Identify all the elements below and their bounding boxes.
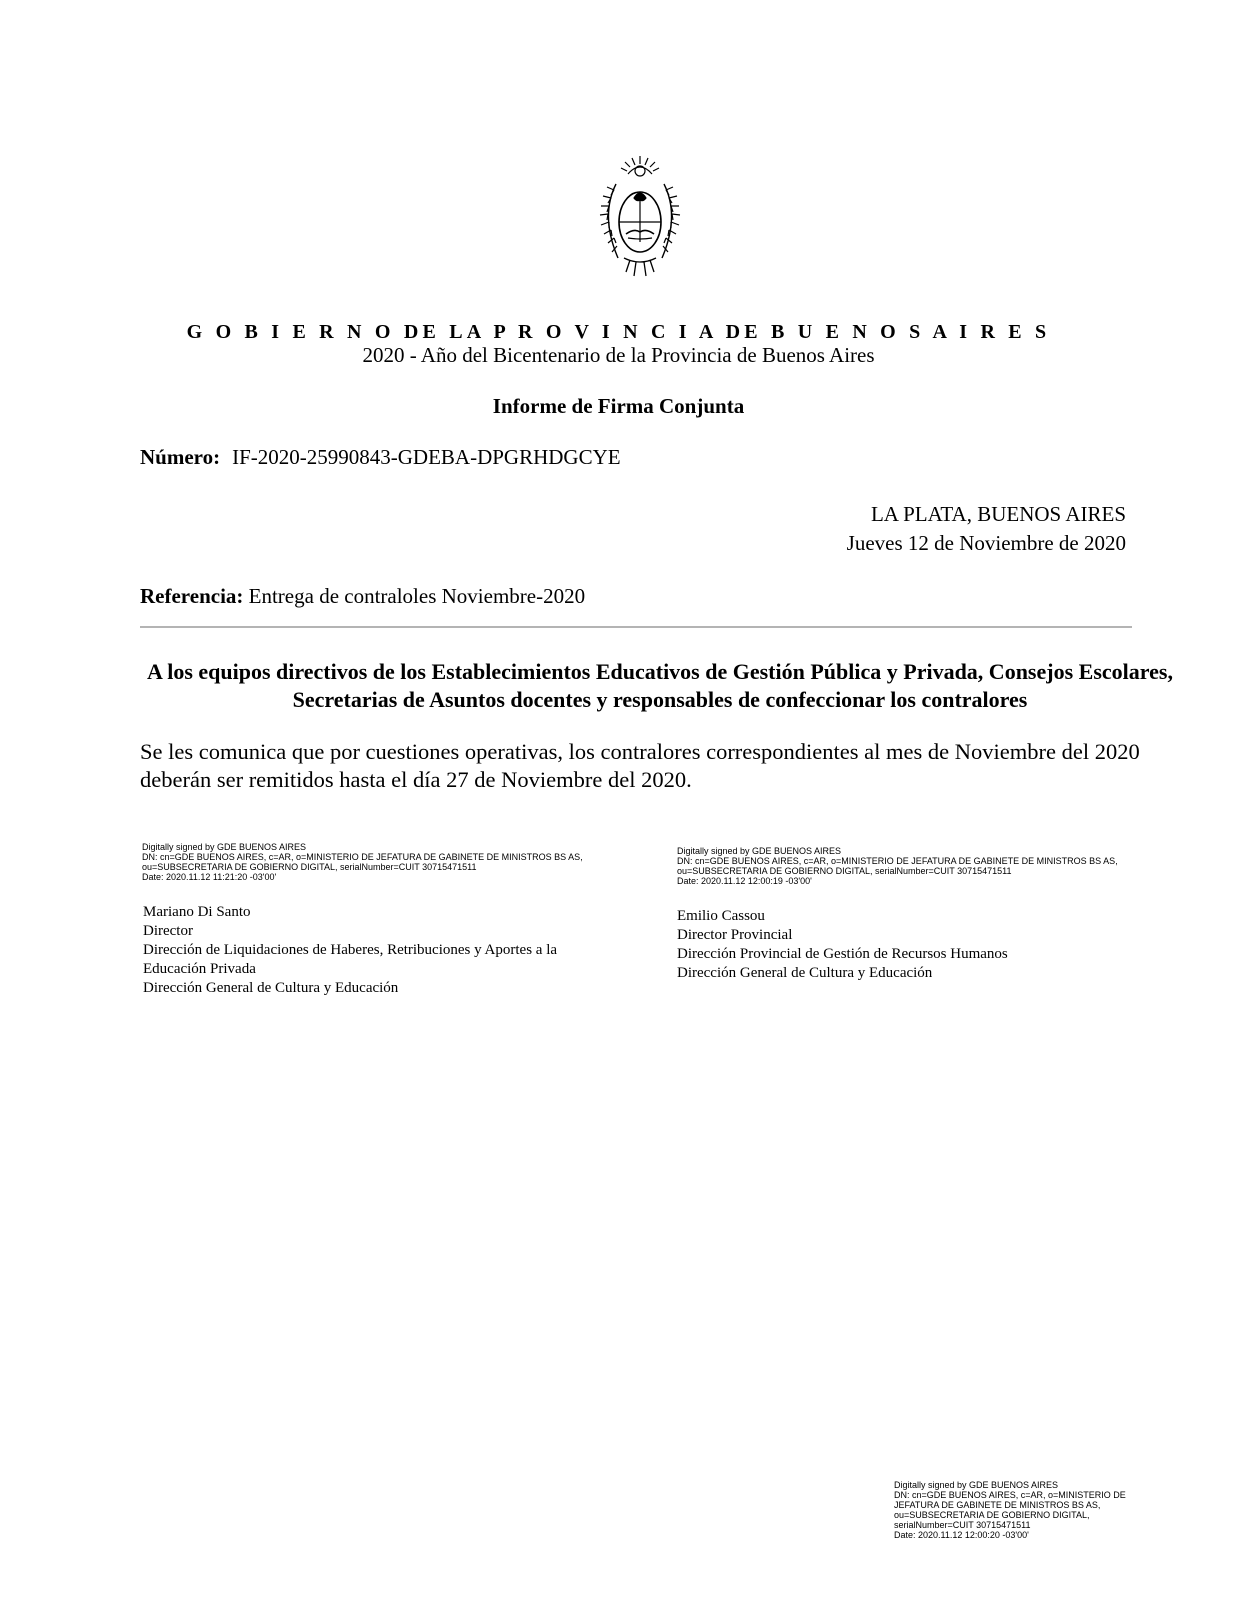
addressee-heading: A los equipos directivos de los Establecimientos Educativos de Gestión Pública y Privada, Consejos Escolares, Secretarias de Asuntos docentes y responsables de confeccionar los contralores xyxy=(147,659,1173,712)
digital-signature-stamp xyxy=(142,842,583,882)
signature-stamp-line: JEFATURA DE GABINETE DE MINISTROS BS AS, xyxy=(894,1500,1101,1510)
signature-stamp-line: ou=SUBSECRETARIA DE GOBIERNO DIGITAL, serialNumber=CUIT 30715471511 xyxy=(677,866,1012,876)
divider xyxy=(140,626,1132,628)
reference-value: Entrega de contraloles Noviembre-2020 xyxy=(248,584,586,608)
signature-stamp-line: DN: cn=GDE BUENOS AIRES, c=AR, o=MINISTERIO DE xyxy=(894,1490,1126,1500)
footer-digital-signature-stamp xyxy=(894,1480,1126,1540)
number-value: IF-2020-25990843-GDEBA-DPGRHDGCYE xyxy=(232,445,621,469)
coat-of-arms-seal xyxy=(594,154,686,278)
signatory-block xyxy=(143,903,557,998)
signature-stamp-line: Digitally signed by GDE BUENOS AIRES xyxy=(142,842,307,852)
body-text: Se les comunica que por cuestiones operativas, los contralores correspondientes al mes de Noviembre del 2020 deberán ser remitidos hasta el día 27 de Noviembre del 2020. xyxy=(140,739,1140,792)
signature-stamp-line: Date: 2020.11.12 11:21:20 -03'00' xyxy=(142,872,277,882)
reference-line xyxy=(140,584,585,609)
signatory-name: Mariano Di Santo xyxy=(143,904,251,920)
signature-stamp-line: DN: cn=GDE BUENOS AIRES, c=AR, o=MINISTERIO DE JEFATURA DE GABINETE DE MINISTROS BS AS, xyxy=(142,852,583,862)
signatory-organization: Dirección General de Cultura y Educación xyxy=(143,980,399,996)
signatory-title: Director Provincial xyxy=(677,927,793,943)
signature-stamp-line: Digitally signed by GDE BUENOS AIRES xyxy=(894,1480,1059,1490)
signatory-title: Director xyxy=(143,923,193,939)
signature-stamp-line: Date: 2020.11.12 12:00:19 -03'00' xyxy=(677,876,812,886)
signature-stamp-line: serialNumber=CUIT 30715471511 xyxy=(894,1520,1031,1530)
signature-stamp-line: Digitally signed by GDE BUENOS AIRES xyxy=(677,846,842,856)
year-motto: 2020 - Año del Bicentenario de la Provincia de Buenos Aires xyxy=(362,343,875,367)
signature-stamp-line: ou=SUBSECRETARIA DE GOBIERNO DIGITAL, serialNumber=CUIT 30715471511 xyxy=(142,862,477,872)
number-label: Número: xyxy=(140,445,221,469)
signatory-department: Dirección de Liquidaciones de Haberes, Retribuciones y Aportes a la xyxy=(143,942,558,958)
signatory-department: Educación Privada xyxy=(143,961,256,977)
signatory-block xyxy=(677,907,1008,983)
government-header: G O B I E R N O DE LA P R O V I N C I A DE B U E N O S A I R E S xyxy=(186,321,1051,343)
document-number-line xyxy=(140,445,621,470)
signature-stamp-line: ou=SUBSECRETARIA DE GOBIERNO DIGITAL, xyxy=(894,1510,1090,1520)
signatory-name: Emilio Cassou xyxy=(677,908,765,924)
document-type-title: Informe de Firma Conjunta xyxy=(492,394,745,418)
digital-signature-stamp xyxy=(677,846,1118,886)
signatory-organization: Dirección General de Cultura y Educación xyxy=(677,965,933,981)
document-date: Jueves 12 de Noviembre de 2020 xyxy=(846,531,1126,555)
signature-stamp-line: DN: cn=GDE BUENOS AIRES, c=AR, o=MINISTERIO DE JEFATURA DE GABINETE DE MINISTROS BS AS, xyxy=(677,856,1118,866)
reference-label: Referencia: xyxy=(140,584,244,608)
place: LA PLATA, BUENOS AIRES xyxy=(870,502,1126,526)
signatory-department: Dirección Provincial de Gestión de Recursos Humanos xyxy=(677,946,1008,962)
signature-stamp-line: Date: 2020.11.12 12:00:20 -03'00' xyxy=(894,1530,1029,1540)
